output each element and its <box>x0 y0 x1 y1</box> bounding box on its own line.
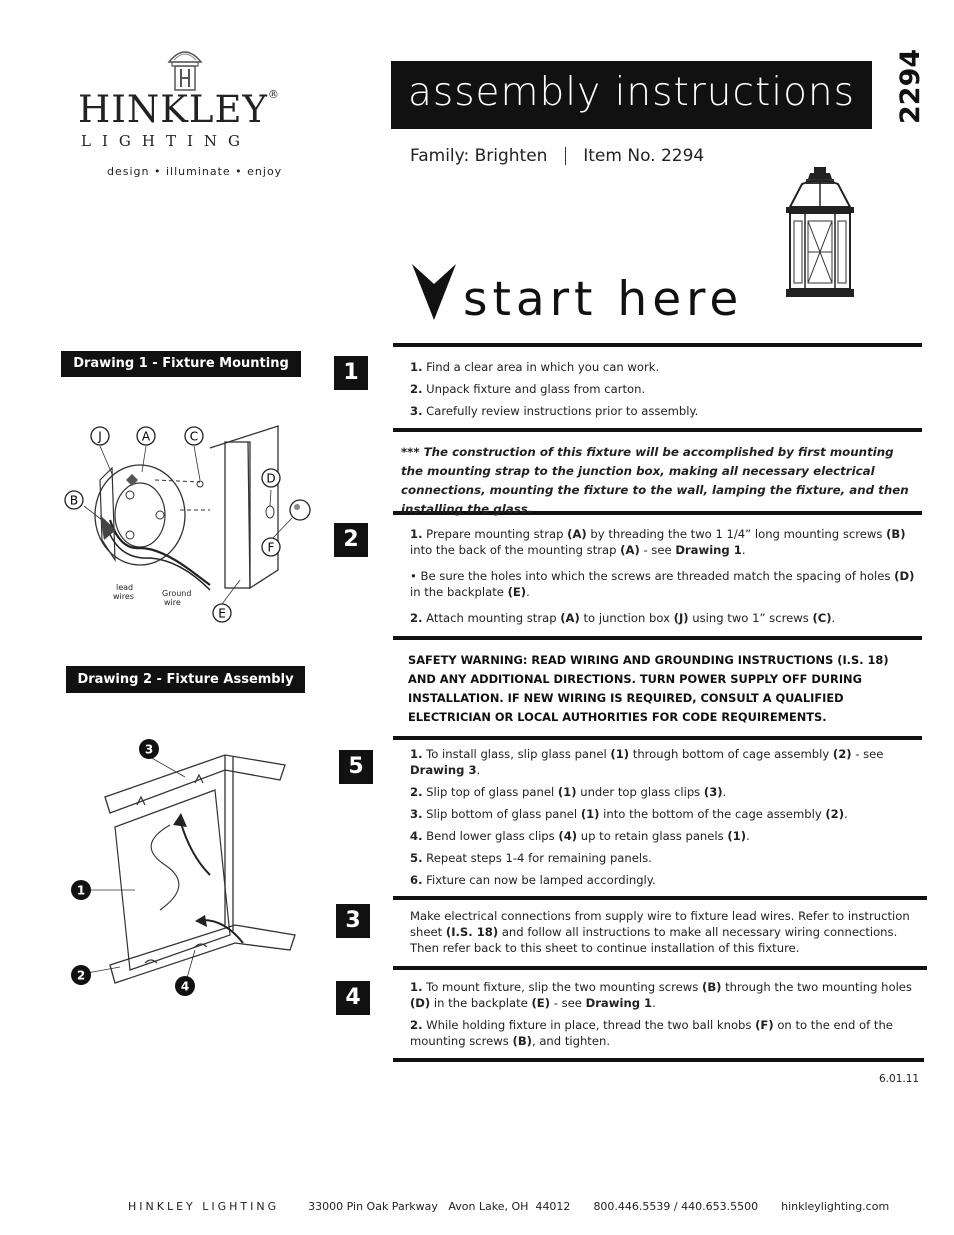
start-here-heading: start here <box>463 272 744 327</box>
item-label: Item No. 2294 <box>583 146 705 166</box>
registered-mark: ® <box>267 88 280 101</box>
s5p2-t3: . <box>722 785 727 799</box>
callout-a: A <box>141 429 151 444</box>
item-number-vertical: 2294 <box>895 48 926 124</box>
title-bar <box>391 61 872 129</box>
callout-b: B <box>69 493 79 508</box>
family-line <box>410 146 704 166</box>
s3-b1: (I.S. 18) <box>445 925 499 939</box>
step-5-para-3 <box>410 806 910 822</box>
step-4-para-1 <box>410 979 920 1011</box>
footer-brand: HINKLEY LIGHTING <box>128 1200 280 1213</box>
callout-c: C <box>189 429 199 444</box>
s5p4-b2: (1) <box>727 829 747 843</box>
family-label: Family: Brighten <box>410 146 548 166</box>
step-5-para-4 <box>410 828 910 844</box>
s5p4-num: 4. <box>410 829 423 843</box>
step-5-para-2 <box>410 784 910 800</box>
s5p3-t2: into the bottom of the cage assembly <box>603 807 822 821</box>
s2p3-b3: (C) <box>812 611 832 625</box>
logo-tagline: design • illuminate • enjoy <box>107 165 283 178</box>
s4p2-t3: , and tighten. <box>531 1034 611 1048</box>
s5p3-b2: (2) <box>825 807 845 821</box>
s4p1-t3: in the backplate <box>433 996 528 1010</box>
s2p3-t1: Attach mounting strap <box>426 611 557 625</box>
callout-1: 1 <box>76 883 86 898</box>
s4p1-b4: Drawing 1 <box>585 996 653 1010</box>
step-1-item-2-num: 2. <box>410 382 423 396</box>
step-1-content <box>410 359 910 419</box>
footer-website-link[interactable]: hinkleylighting.com <box>781 1200 890 1213</box>
s4p2-b2: (B) <box>512 1034 532 1048</box>
s2p2-b1: (D) <box>894 569 915 583</box>
s5p3-b1: (1) <box>580 807 600 821</box>
s2p3-b1: (A) <box>560 611 580 625</box>
step-5-para-1 <box>410 746 910 778</box>
footer <box>128 1200 928 1213</box>
s5p4-t3: . <box>746 829 750 843</box>
drawing1-fixture-mounting <box>60 420 320 630</box>
step-1-item-1-num: 1. <box>410 360 423 374</box>
s2p3-t2: to junction box <box>583 611 670 625</box>
s4p2-b1: (F) <box>755 1018 774 1032</box>
s5p1-b2: (2) <box>832 747 852 761</box>
step-2-badge: 2 <box>334 523 368 557</box>
s2p3-t4: . <box>831 611 836 625</box>
s2p1-num: 1. <box>410 527 423 541</box>
s4p1-t4: - see <box>553 996 582 1010</box>
s5p1-num: 1. <box>410 747 423 761</box>
step-4-badge: 4 <box>336 981 370 1015</box>
step-5-badge: 5 <box>339 750 373 784</box>
step-1-item <box>410 403 910 419</box>
s5p4-b1: (4) <box>558 829 578 843</box>
s5p5-t1: Repeat steps 1-4 for remaining panels. <box>426 851 652 865</box>
s5p3-t1: Slip bottom of glass panel <box>426 807 578 821</box>
document-title: assembly instructions <box>408 70 855 115</box>
s2p1-t3: into the back of the mounting strap <box>410 543 617 557</box>
s5p1-b3: Drawing 3 <box>410 763 477 777</box>
s2p2-t3: . <box>526 585 530 599</box>
s5p1-t1: To install glass, slip glass panel <box>426 747 607 761</box>
s5p6-num: 6. <box>410 873 423 887</box>
ground-label: Ground <box>162 589 192 598</box>
logo-wordmark <box>78 88 280 131</box>
logo-emblem-icon <box>165 44 205 92</box>
step-1-item <box>410 381 910 397</box>
s4p1-t5: . <box>652 996 656 1010</box>
step-3-content <box>410 908 920 956</box>
s2p3-num: 2. <box>410 611 423 625</box>
step-1-item <box>410 359 910 375</box>
s5p1-t2: through bottom of cage assembly <box>632 747 830 761</box>
callout-d: D <box>266 471 276 486</box>
step-1-item-3-text: Carefully review instructions prior to assembly. <box>426 404 699 418</box>
s4p2-num: 2. <box>410 1018 423 1032</box>
s4p1-b1: (B) <box>702 980 722 994</box>
step-2-para-2 <box>410 568 915 600</box>
s5p3-num: 3. <box>410 807 423 821</box>
step-3-badge: 3 <box>336 904 370 938</box>
rule-2 <box>393 428 922 432</box>
s5p3-t3: . <box>844 807 848 821</box>
s5p2-t1: Slip top of glass panel <box>426 785 555 799</box>
s5p2-num: 2. <box>410 785 423 799</box>
logo-subtitle: LIGHTING <box>81 132 251 150</box>
drawing1-label: Drawing 1 - Fixture Mounting <box>61 351 301 377</box>
s4p1-t1: To mount fixture, slip the two mounting screws <box>426 980 699 994</box>
callout-4: 4 <box>180 979 190 994</box>
rule-1 <box>393 343 922 347</box>
s5p1-t3: - see <box>855 747 884 761</box>
step-5-content <box>410 746 910 888</box>
s2p2-t2: in the backplate <box>410 585 504 599</box>
s4p1-t2: through the two mounting holes <box>725 980 912 994</box>
revision-date: 6.01.11 <box>879 1073 920 1085</box>
s2p3-b2: (J) <box>673 611 689 625</box>
wire-label: wire <box>164 598 181 607</box>
step-2-para-1 <box>410 526 915 558</box>
step-5-para-5 <box>410 850 910 866</box>
s4p2-t1: While holding fixture in place, thread the two ball knobs <box>426 1018 752 1032</box>
safety-warning: SAFETY WARNING: READ WIRING AND GROUNDING INSTRUCTIONS (I.S. 18) AND ANY ADDITIONAL DIRECTIONS. TURN POWER SUPPLY OFF DURING INSTALLATION. IF NEW WIRING IS REQUIRED, CONSULT A QUALIFIED ELECTRICIAN OR LOCAL AUTHORITIES FOR CODE REQUIREMENTS. <box>408 653 889 724</box>
s5p2-t2: under top glass clips <box>580 785 701 799</box>
step-4-para-2 <box>410 1017 920 1049</box>
s5p2-b1: (1) <box>557 785 577 799</box>
s4p2-t2: on to the end of the mounting screws <box>410 1018 893 1048</box>
rule-8 <box>393 1058 924 1062</box>
footer-phone: 800.446.5539 / 440.653.5500 <box>593 1200 759 1213</box>
s4p1-num: 1. <box>410 980 423 994</box>
lantern-illustration <box>780 165 860 300</box>
s2p1-b1: (A) <box>567 527 587 541</box>
step-2-para-3 <box>410 610 915 626</box>
s2p2-b2: (E) <box>507 585 527 599</box>
rule-4 <box>393 636 922 640</box>
s4p1-b3: (E) <box>531 996 551 1010</box>
s2p1-t4: - see <box>643 543 672 557</box>
family-divider <box>565 147 566 165</box>
s4p1-b2: (D) <box>410 996 431 1010</box>
s2p1-t5: . <box>741 543 746 557</box>
start-arrow-icon <box>410 262 458 322</box>
s2p1-b4: Drawing 1 <box>675 543 742 557</box>
s5p1-b1: (1) <box>610 747 630 761</box>
logo-name: HINKLEY <box>78 88 268 131</box>
s3-t1: Make electrical connections from supply wire to fixture lead wires. Refer to instruction sheet <box>410 909 910 939</box>
s5p4-t2: up to retain glass panels <box>580 829 724 843</box>
s5p4-t1: Bend lower glass clips <box>426 829 555 843</box>
s2p3-t3: using two 1” screws <box>692 611 809 625</box>
lead-label: lead <box>116 583 134 592</box>
step-3-para <box>410 908 920 956</box>
s2p1-b2: (B) <box>886 527 906 541</box>
construction-note: *** The construction of this fixture will be accomplished by first mounting the mounting strap to the junction box, making all necessary electrical connections, mounting the fixture to the wall, lamping the fixture, and then installing the glass. <box>401 445 909 516</box>
s2p1-b3: (A) <box>620 543 640 557</box>
callout-j: J <box>98 429 102 444</box>
s5p5-num: 5. <box>410 851 423 865</box>
step-4-content <box>410 979 920 1049</box>
step-1-item-3-num: 3. <box>410 404 423 418</box>
step-5-para-6 <box>410 872 910 888</box>
s5p1-t4: . <box>476 763 481 777</box>
footer-address: 33000 Pin Oak Parkway Avon Lake, OH 44012 <box>308 1200 571 1213</box>
callout-f: F <box>267 540 275 555</box>
s5p2-b2: (3) <box>703 785 723 799</box>
wires-label: wires <box>113 592 134 601</box>
brand-logo <box>75 44 305 184</box>
step-2-content <box>410 526 915 626</box>
rule-7 <box>393 966 927 970</box>
s5p6-t1: Fixture can now be lamped accordingly. <box>426 873 656 887</box>
step-1-item-1-text: Find a clear area in which you can work. <box>426 360 660 374</box>
s3-t2: and follow all instructions to make all necessary wiring connections. Then refer back to this sheet to continue installation of this fixture. <box>410 925 898 955</box>
callout-e: E <box>218 606 226 621</box>
step-1-item-2-text: Unpack fixture and glass from carton. <box>426 382 646 396</box>
callout-3: 3 <box>144 742 154 757</box>
rule-5 <box>393 736 922 740</box>
rule-6 <box>393 896 927 900</box>
callout-2: 2 <box>76 968 86 983</box>
step-1-badge: 1 <box>334 356 368 390</box>
s2p2-t1: • Be sure the holes into which the screws are threaded match the spacing of holes <box>410 569 891 583</box>
drawing2-label: Drawing 2 - Fixture Assembly <box>66 666 305 693</box>
drawing2-fixture-assembly <box>65 735 305 1000</box>
s2p1-t2: by threading the two 1 1/4” long mounting screws <box>590 527 883 541</box>
s2p1-t1: Prepare mounting strap <box>426 527 564 541</box>
